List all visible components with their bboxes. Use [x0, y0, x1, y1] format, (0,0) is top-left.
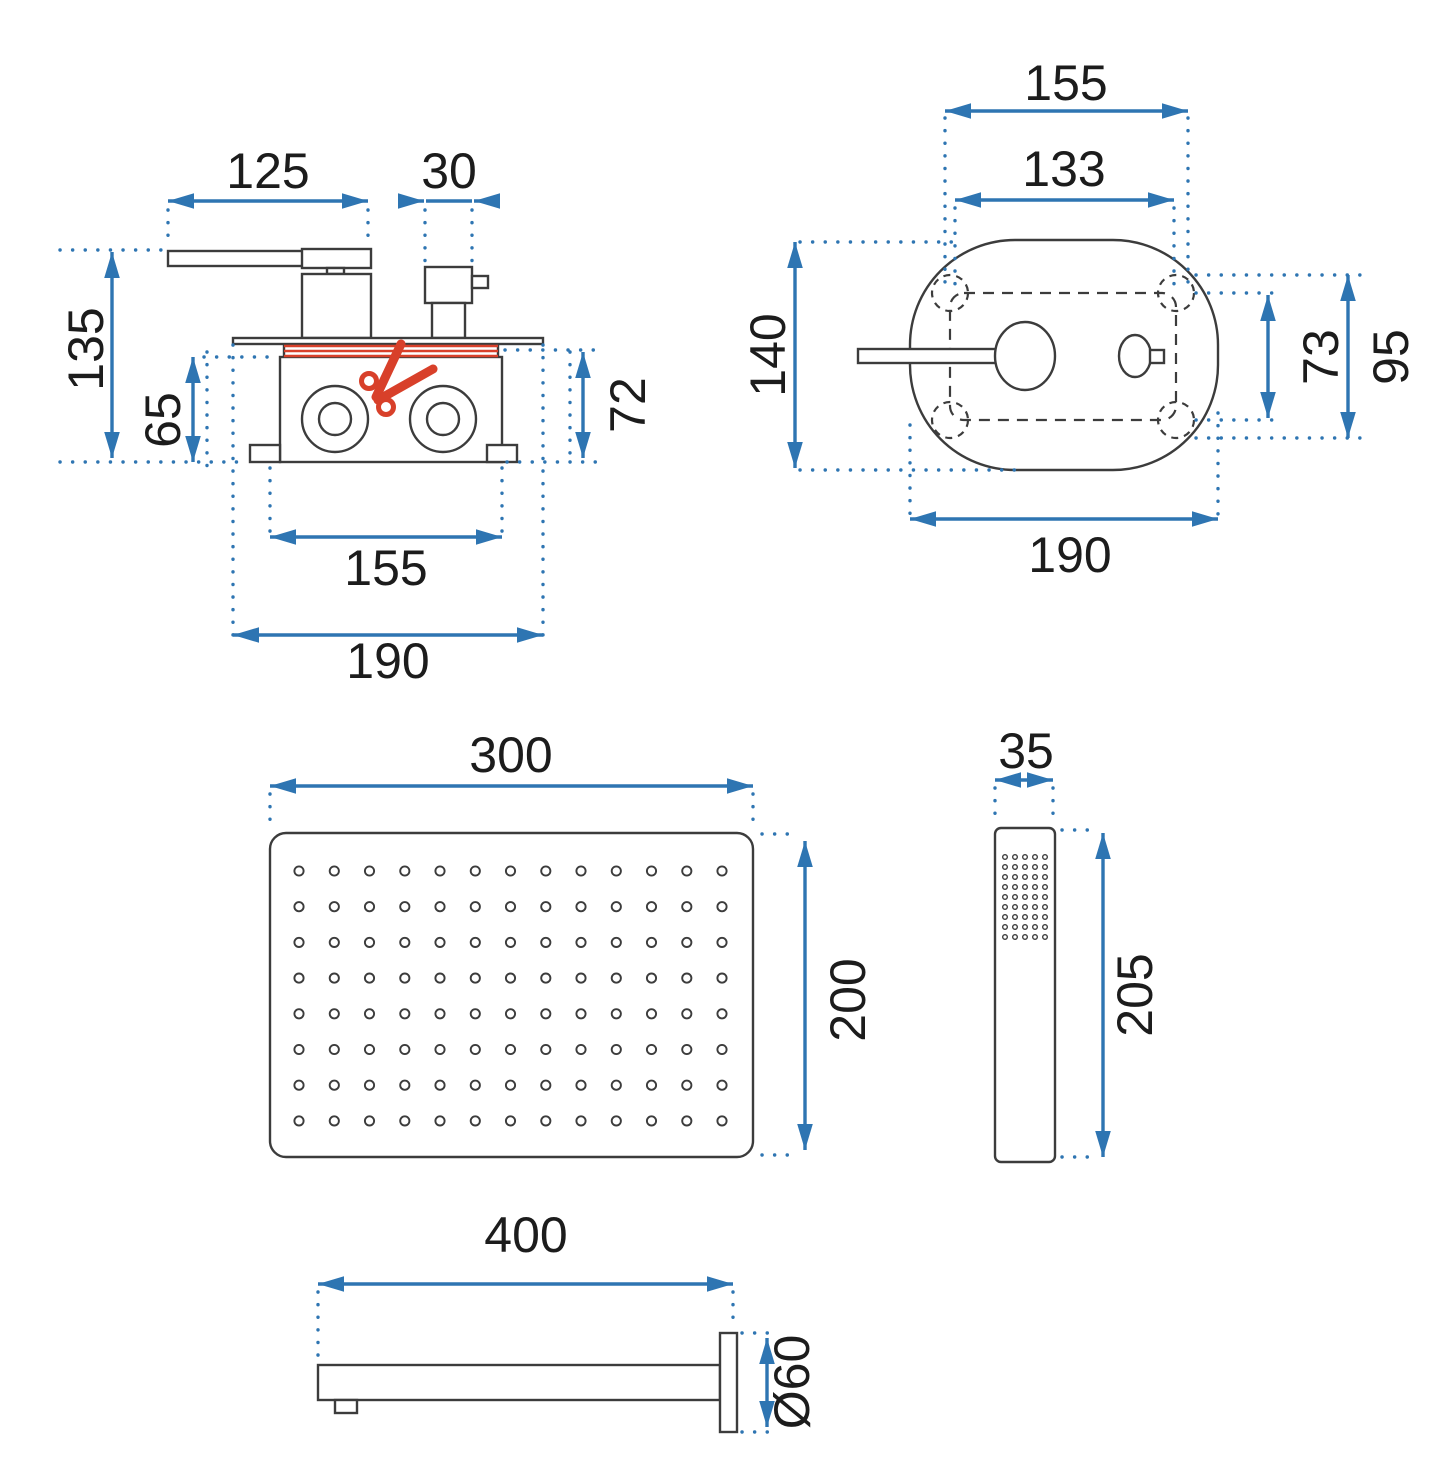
valve-box-foot-left [250, 445, 280, 462]
mixer-lever-handle [168, 251, 303, 266]
hand-shower-view [995, 723, 1163, 1162]
shower-arm-tube [318, 1365, 720, 1400]
valve-box-foot-right [487, 445, 517, 462]
dimension-label: 95 [1363, 329, 1419, 385]
rain-head-view [270, 727, 876, 1157]
diverter-stem [432, 303, 465, 338]
dimension-label: 140 [740, 313, 796, 397]
dim-rain-width [270, 727, 753, 828]
dimension-label: 35 [998, 723, 1054, 779]
dimension-label: Ø60 [764, 1334, 820, 1430]
dimension-label: 155 [1024, 55, 1108, 111]
shower-arm-outlet-nub [335, 1400, 357, 1413]
dimension-label: 125 [226, 143, 310, 199]
dim-rain-depth [762, 834, 876, 1155]
dimension-label: 73 [1293, 329, 1349, 385]
dimension-label: 65 [135, 392, 191, 448]
dimension-label: 190 [346, 633, 430, 689]
dim-body-height [505, 350, 656, 462]
cut-here-band [284, 346, 498, 356]
dimension-label: 135 [58, 307, 114, 391]
mixer-front-view [740, 55, 1419, 583]
dimension-label: 30 [421, 143, 477, 199]
diverter-knob [425, 267, 472, 303]
dim-hand-length [1062, 830, 1163, 1157]
dim-body-width [270, 468, 502, 596]
mixer-side-view [58, 143, 656, 689]
mixer-lever-handle-front [858, 349, 1008, 363]
dim-arm-length [318, 1207, 733, 1360]
wall-flange [720, 1333, 737, 1432]
dimension-label: 72 [600, 377, 656, 433]
diverter-nub-front [1150, 350, 1164, 363]
dimension-label: 205 [1107, 953, 1163, 1037]
dimension-label: 190 [1028, 527, 1112, 583]
trim-plate [233, 338, 543, 344]
mixer-cartridge-body [302, 274, 371, 338]
rain-head-plate [270, 833, 753, 1157]
dimension-label: 133 [1022, 141, 1106, 197]
diverter-knob-nub [472, 276, 488, 288]
mixer-lever-hub [302, 249, 371, 268]
mixer-knob-front [995, 322, 1055, 390]
dim-lever-length [168, 143, 368, 246]
dim-hand-width [995, 723, 1054, 822]
dimension-label: 400 [484, 1207, 568, 1263]
dim-flange-diameter [742, 1333, 820, 1432]
hand-shower-body [995, 828, 1055, 1162]
shower-arm-view [318, 1207, 820, 1432]
mixer-front-outline [858, 240, 1218, 470]
dimension-label: 300 [469, 727, 553, 783]
dimension-label: 155 [344, 540, 428, 596]
diverter-knob-front [1119, 335, 1151, 377]
dimension-label: 200 [820, 958, 876, 1042]
dim-diverter-width [398, 143, 500, 271]
